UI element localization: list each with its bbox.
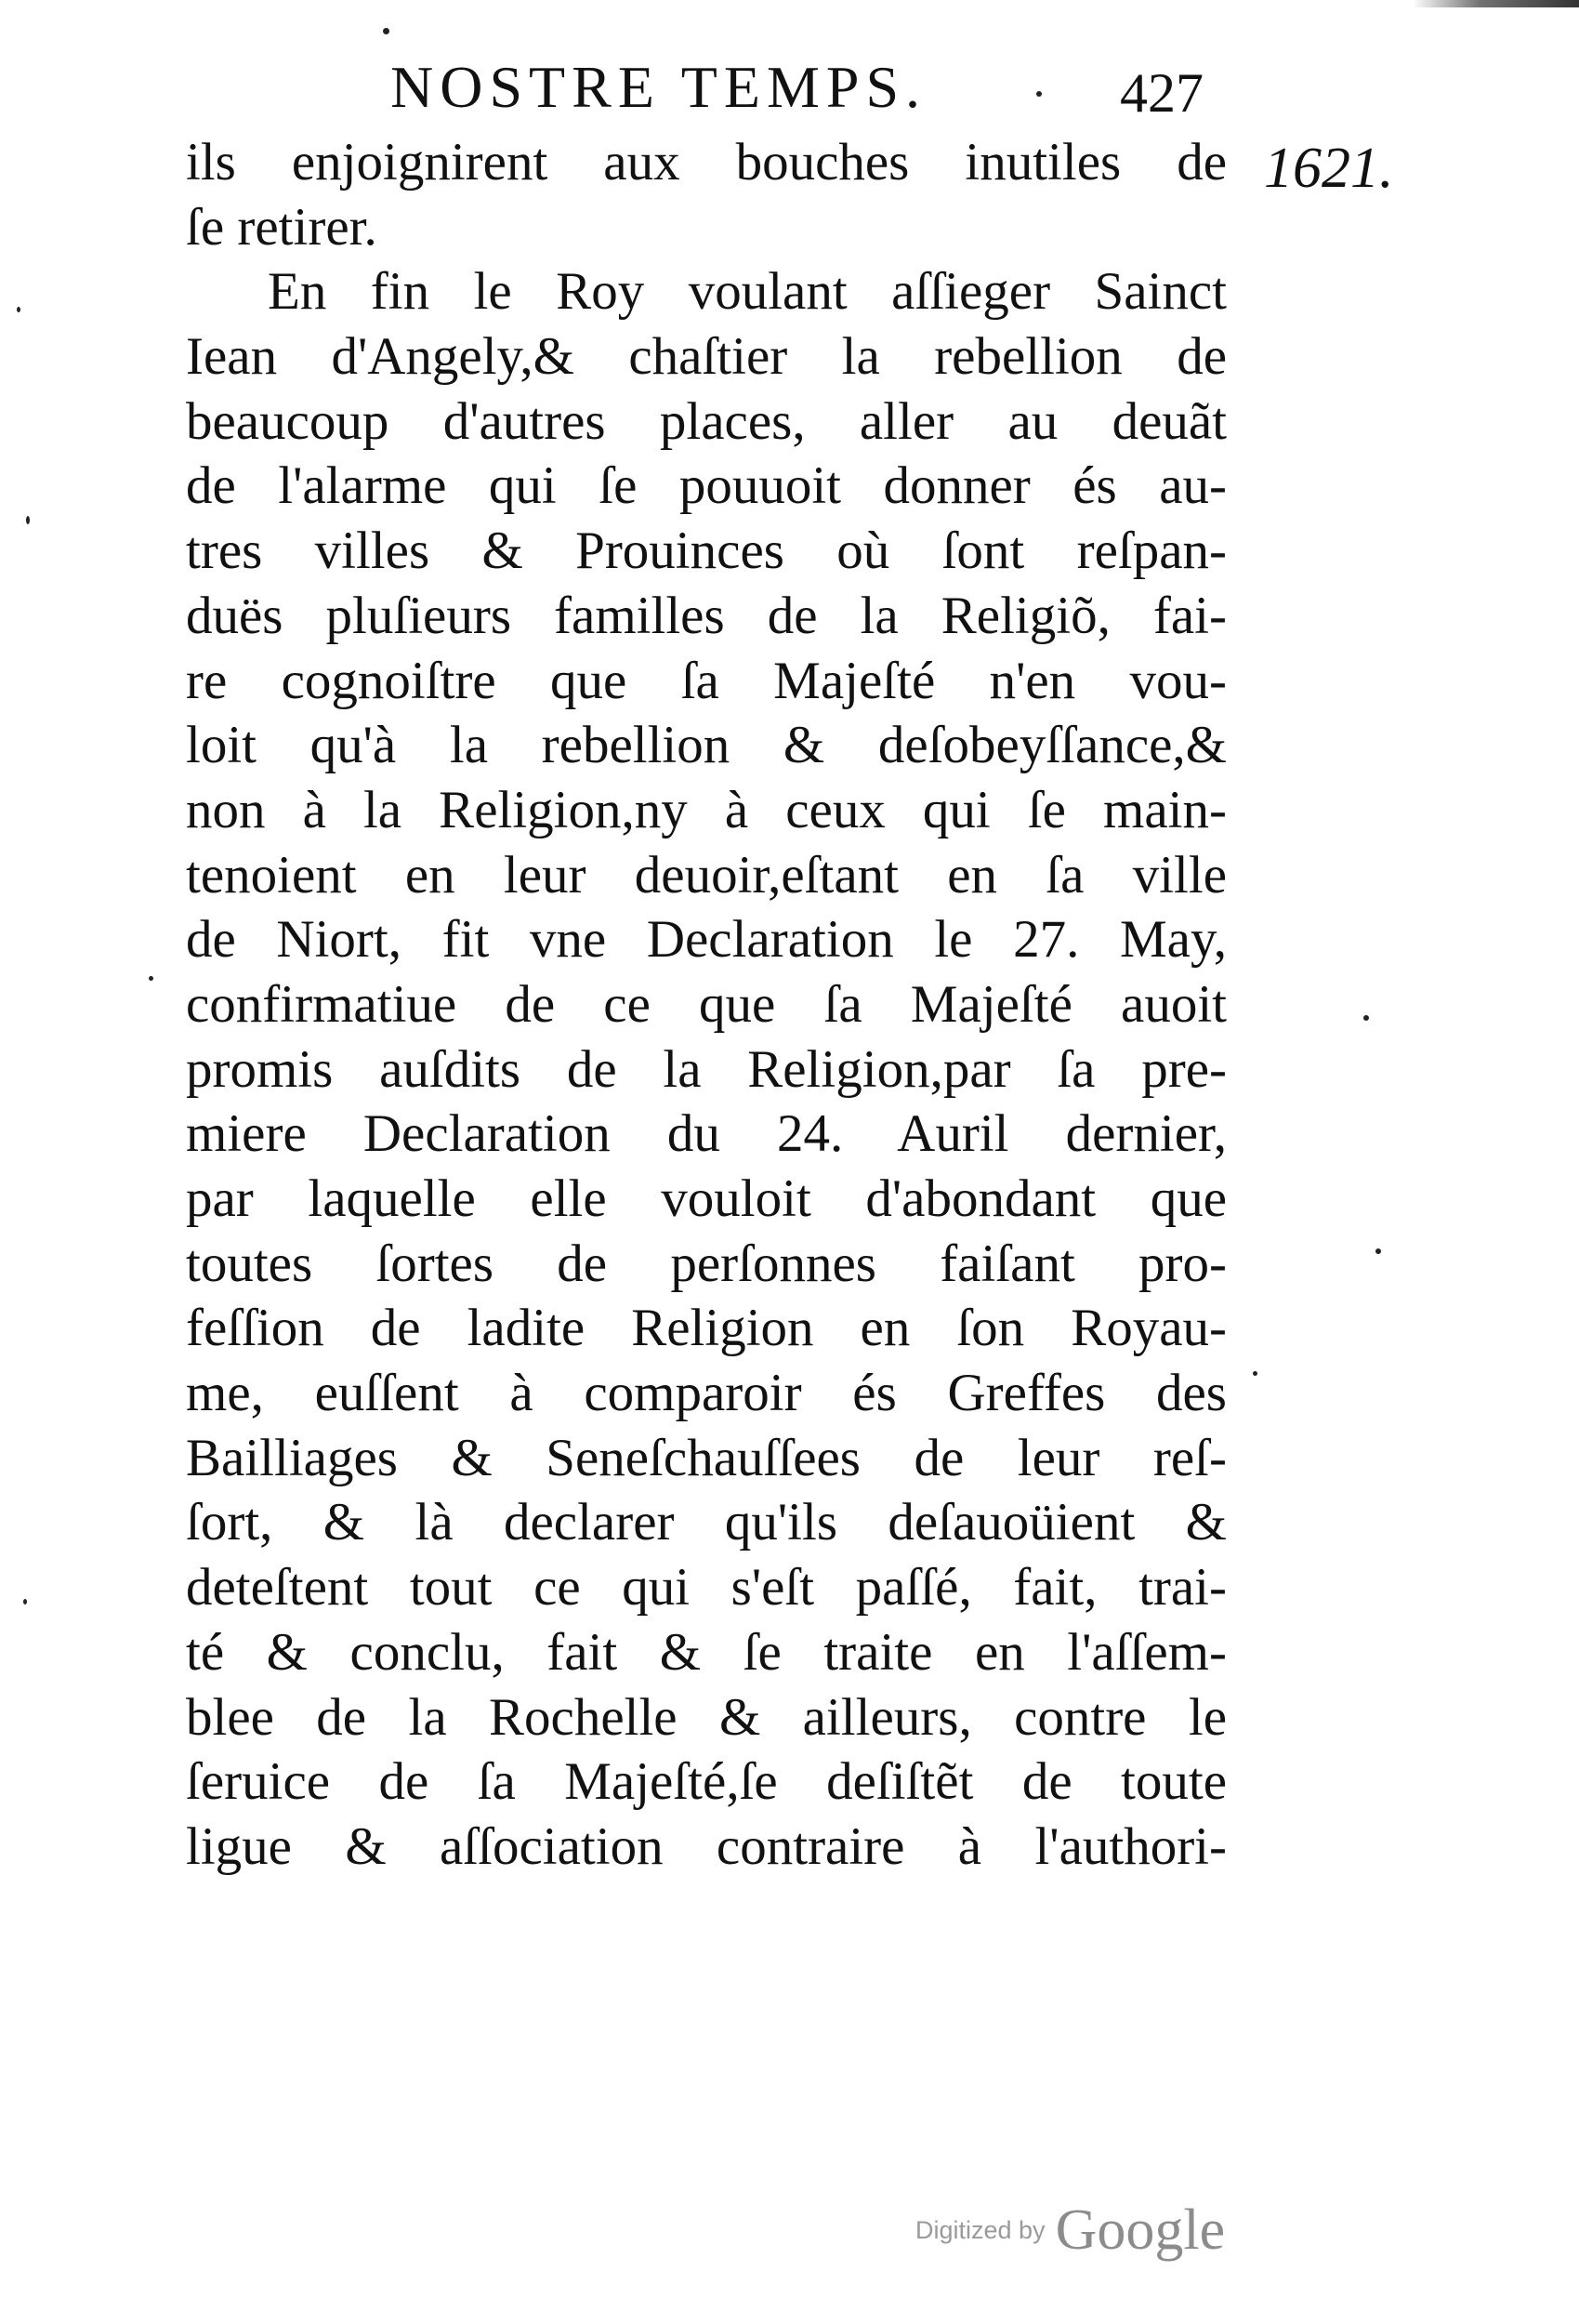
text-line: Bailliages & Seneſchauſſees de leur reſ-: [186, 1428, 1227, 1487]
text-line: ſe retirer.: [186, 197, 377, 257]
text-line: promis auſdits de la Religion,par ſa pre-: [186, 1039, 1227, 1099]
body-text: [186, 130, 1227, 1880]
ink-speck: [149, 976, 153, 981]
text-line: par laquelle elle vouloit d'abondant que: [186, 1169, 1227, 1228]
margin-year-note: 1621.: [1264, 137, 1394, 200]
text-line: blee de la Rochelle & ailleurs, contre le: [186, 1687, 1227, 1747]
text-line: duës pluſieurs familles de la Religiõ, fai-: [186, 586, 1227, 645]
ink-speck: [23, 1599, 27, 1604]
running-head: NOSTRE TEMPS.: [390, 54, 928, 120]
ink-speck: [1363, 1015, 1369, 1021]
ink-speck: [383, 28, 389, 34]
text-line: non à la Religion,ny à ceux qui ſe main-: [186, 780, 1227, 839]
ink-speck: [26, 516, 30, 524]
scan-edge-shadow: [1413, 0, 1579, 7]
text-line: Iean d'Angely,& chaſtier la rebellion de: [186, 327, 1227, 387]
text-line: de l'alarme qui ſe pouuoit donner és au-: [186, 456, 1227, 516]
page-number: 427: [1120, 62, 1204, 124]
text-line: ils enjoignirent aux bouches inutiles de: [186, 133, 1227, 191]
text-line: ſeruice de ſa Majeſté,ſe deſiſtẽt de toute: [186, 1752, 1227, 1812]
text-line: re cognoiſtre que ſa Majeſté n'en vou-: [186, 651, 1227, 710]
text-line: beaucoup d'autres places, aller au deuãt: [186, 391, 1227, 451]
ink-speck: [1036, 91, 1042, 97]
text-line: ligue & aſſociation contraire à l'authori-: [186, 1816, 1227, 1876]
ink-speck: [1253, 1371, 1257, 1376]
ink-speck: [17, 307, 20, 312]
ink-speck: [1375, 1248, 1381, 1254]
text-line: de Niort, fit vne Declaration le 27. May,: [186, 910, 1227, 970]
text-line: toutes ſortes de perſonnes faiſant pro-: [186, 1234, 1227, 1293]
text-line: tenoient en leur deuoir,eſtant en ſa ville: [186, 845, 1227, 905]
text-line: deteſtent tout ce qui s'eſt paſſé, fait, trai-: [186, 1558, 1227, 1618]
text-line: feſſion de ladite Religion en ſon Royau-: [186, 1299, 1227, 1358]
text-line: tres villes & Prouinces où ſont reſpan-: [186, 522, 1227, 581]
text-line: té & conclu, fait & ſe traite en l'aſſem-: [186, 1622, 1227, 1682]
text-line: me, euſſent à comparoir és Greffes des: [186, 1364, 1227, 1423]
paragraph-start-line: En fin le Roy voulant aſſieger Sainct: [268, 262, 1227, 322]
google-logo: Google: [1055, 2199, 1226, 2262]
text-line: confirmatiue de ce que ſa Majeſté auoit: [186, 974, 1227, 1034]
text-line: ſort, & là declarer qu'ils deſauoüient &: [186, 1493, 1227, 1552]
watermark-prefix: Digitized by: [915, 2215, 1046, 2244]
text-line: loit qu'à la rebellion & deſobeyſſance,&: [186, 716, 1227, 775]
digitized-by-google-watermark: [915, 2199, 1226, 2262]
text-line: miere Declaration du 24. Auril dernier,: [186, 1104, 1227, 1164]
